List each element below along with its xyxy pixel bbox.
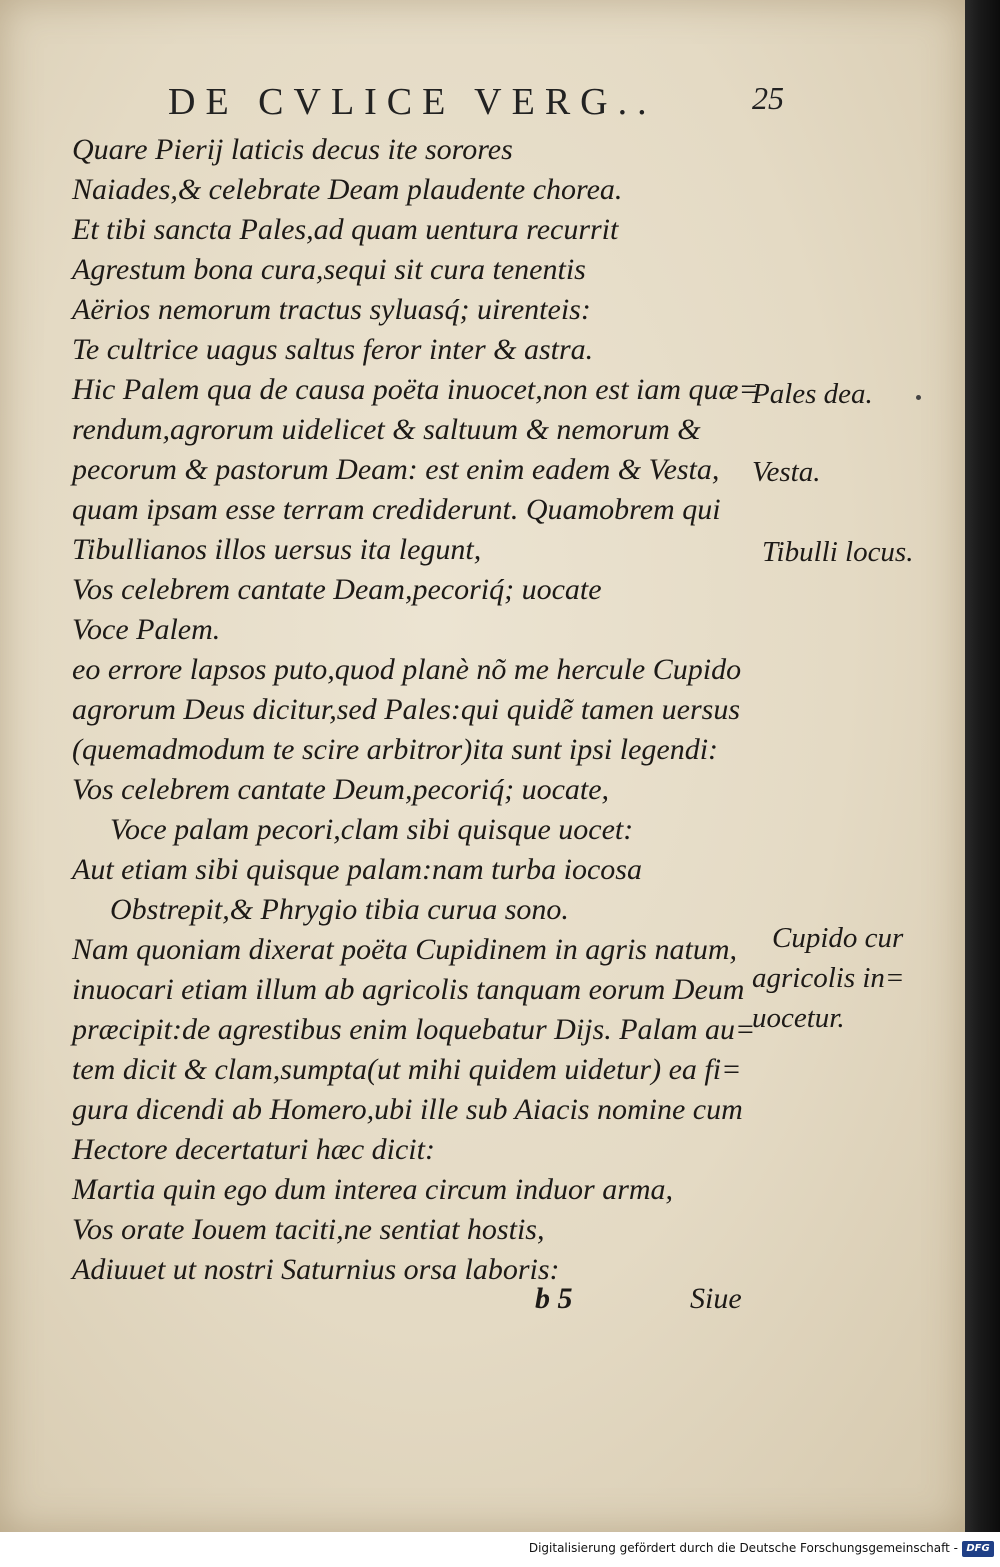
text-line: Hectore decertaturi hæc dicit:: [72, 1133, 435, 1166]
margin-note-agricolis: agricolis in=: [752, 962, 905, 994]
text-line: Adiuuet ut nostri Saturnius orsa laboris:: [72, 1253, 560, 1286]
page-number: 25: [752, 80, 784, 116]
text-line: Martia quin ego dum interea circum induor arma,: [72, 1173, 674, 1206]
dfg-logo-icon: DFG: [962, 1541, 994, 1557]
margin-note-vesta: Vesta.: [752, 456, 821, 488]
text-line: inuocari etiam illum ab agricolis tanquam eorum Deum: [72, 973, 745, 1006]
running-head: DE CVLICE VERG..: [168, 81, 657, 123]
text-line: Quare Pierij laticis decus ite sorores: [72, 133, 513, 166]
signature-mark: b 5: [535, 1282, 573, 1315]
text-line: pecorum & pastorum Deam: est enim eadem & Vesta,: [72, 453, 720, 486]
margin-note-cupido: Cupido cur: [772, 922, 904, 954]
text-line: Tibullianos illos uersus ita legunt,: [72, 533, 482, 566]
text-line: Aërios nemorum tractus syluasq́; uirenteis:: [72, 293, 591, 326]
catchword: Siue: [690, 1282, 742, 1315]
text-line: gura dicendi ab Homero,ubi ille sub Aiacis nomine cum: [72, 1093, 743, 1126]
footer-bar: [0, 1532, 1000, 1567]
text-line: Nam quoniam dixerat poëta Cupidinem in agris natum,: [72, 933, 737, 966]
text-line: Hic Palem qua de causa poëta inuocet,non est iam quæ=: [72, 373, 759, 406]
text-line: Voce Palem.: [72, 613, 221, 646]
text-line: rendum,agrorum uidelicet & saltuum & nemorum &: [72, 413, 701, 446]
text-line: tem dicit & clam,sumpta(ut mihi quidem uidetur) ea fi=: [72, 1053, 742, 1086]
text-line: Agrestum bona cura,sequi sit cura tenentis: [72, 253, 586, 286]
text-line: præcipit:de agrestibus enim loquebatur Dijs. Palam au=: [72, 1013, 756, 1046]
margin-note-pales: Pales dea.: [752, 378, 873, 410]
funding-credit: Digitalisierung gefördert durch die Deutsche Forschungsgemeinschaft -: [528, 1541, 958, 1555]
margin-note-uocetur: uocetur.: [752, 1002, 845, 1034]
text-line: Vos celebrem cantate Deum,pecoriq́; uocate,: [72, 773, 610, 806]
text-line: Naiades,& celebrate Deam plaudente chorea.: [72, 173, 623, 206]
ink-speck: [916, 395, 921, 400]
text-line: Obstrepit,& Phrygio tibia curua sono.: [110, 893, 569, 926]
text-line: quam ipsam esse terram crediderunt. Quamobrem qui: [72, 493, 721, 526]
text-line: Aut etiam sibi quisque palam:nam turba iocosa: [72, 853, 642, 886]
scan-background: [965, 0, 1000, 1532]
text-line: Te cultrice uagus saltus feror inter & astra.: [72, 333, 594, 366]
text-line: agrorum Deus dicitur,sed Pales:qui quidẽ tamen uersus: [72, 693, 740, 726]
text-line: Vos orate Iouem taciti,ne sentiat hostis,: [72, 1213, 545, 1246]
text-line: (quemadmodum te scire arbitror)ita sunt ipsi legendi:: [72, 733, 719, 766]
text-line: Voce palam pecori,clam sibi quisque uocet:: [110, 813, 634, 846]
margin-note-tibulli: Tibulli locus.: [762, 536, 914, 568]
text-line: Vos celebrem cantate Deam,pecoriq́; uocate: [72, 573, 602, 606]
text-line: eo errore lapsos puto,quod planè nõ me hercule Cupido: [72, 653, 742, 686]
text-line: Et tibi sancta Pales,ad quam uentura recurrit: [72, 213, 619, 246]
